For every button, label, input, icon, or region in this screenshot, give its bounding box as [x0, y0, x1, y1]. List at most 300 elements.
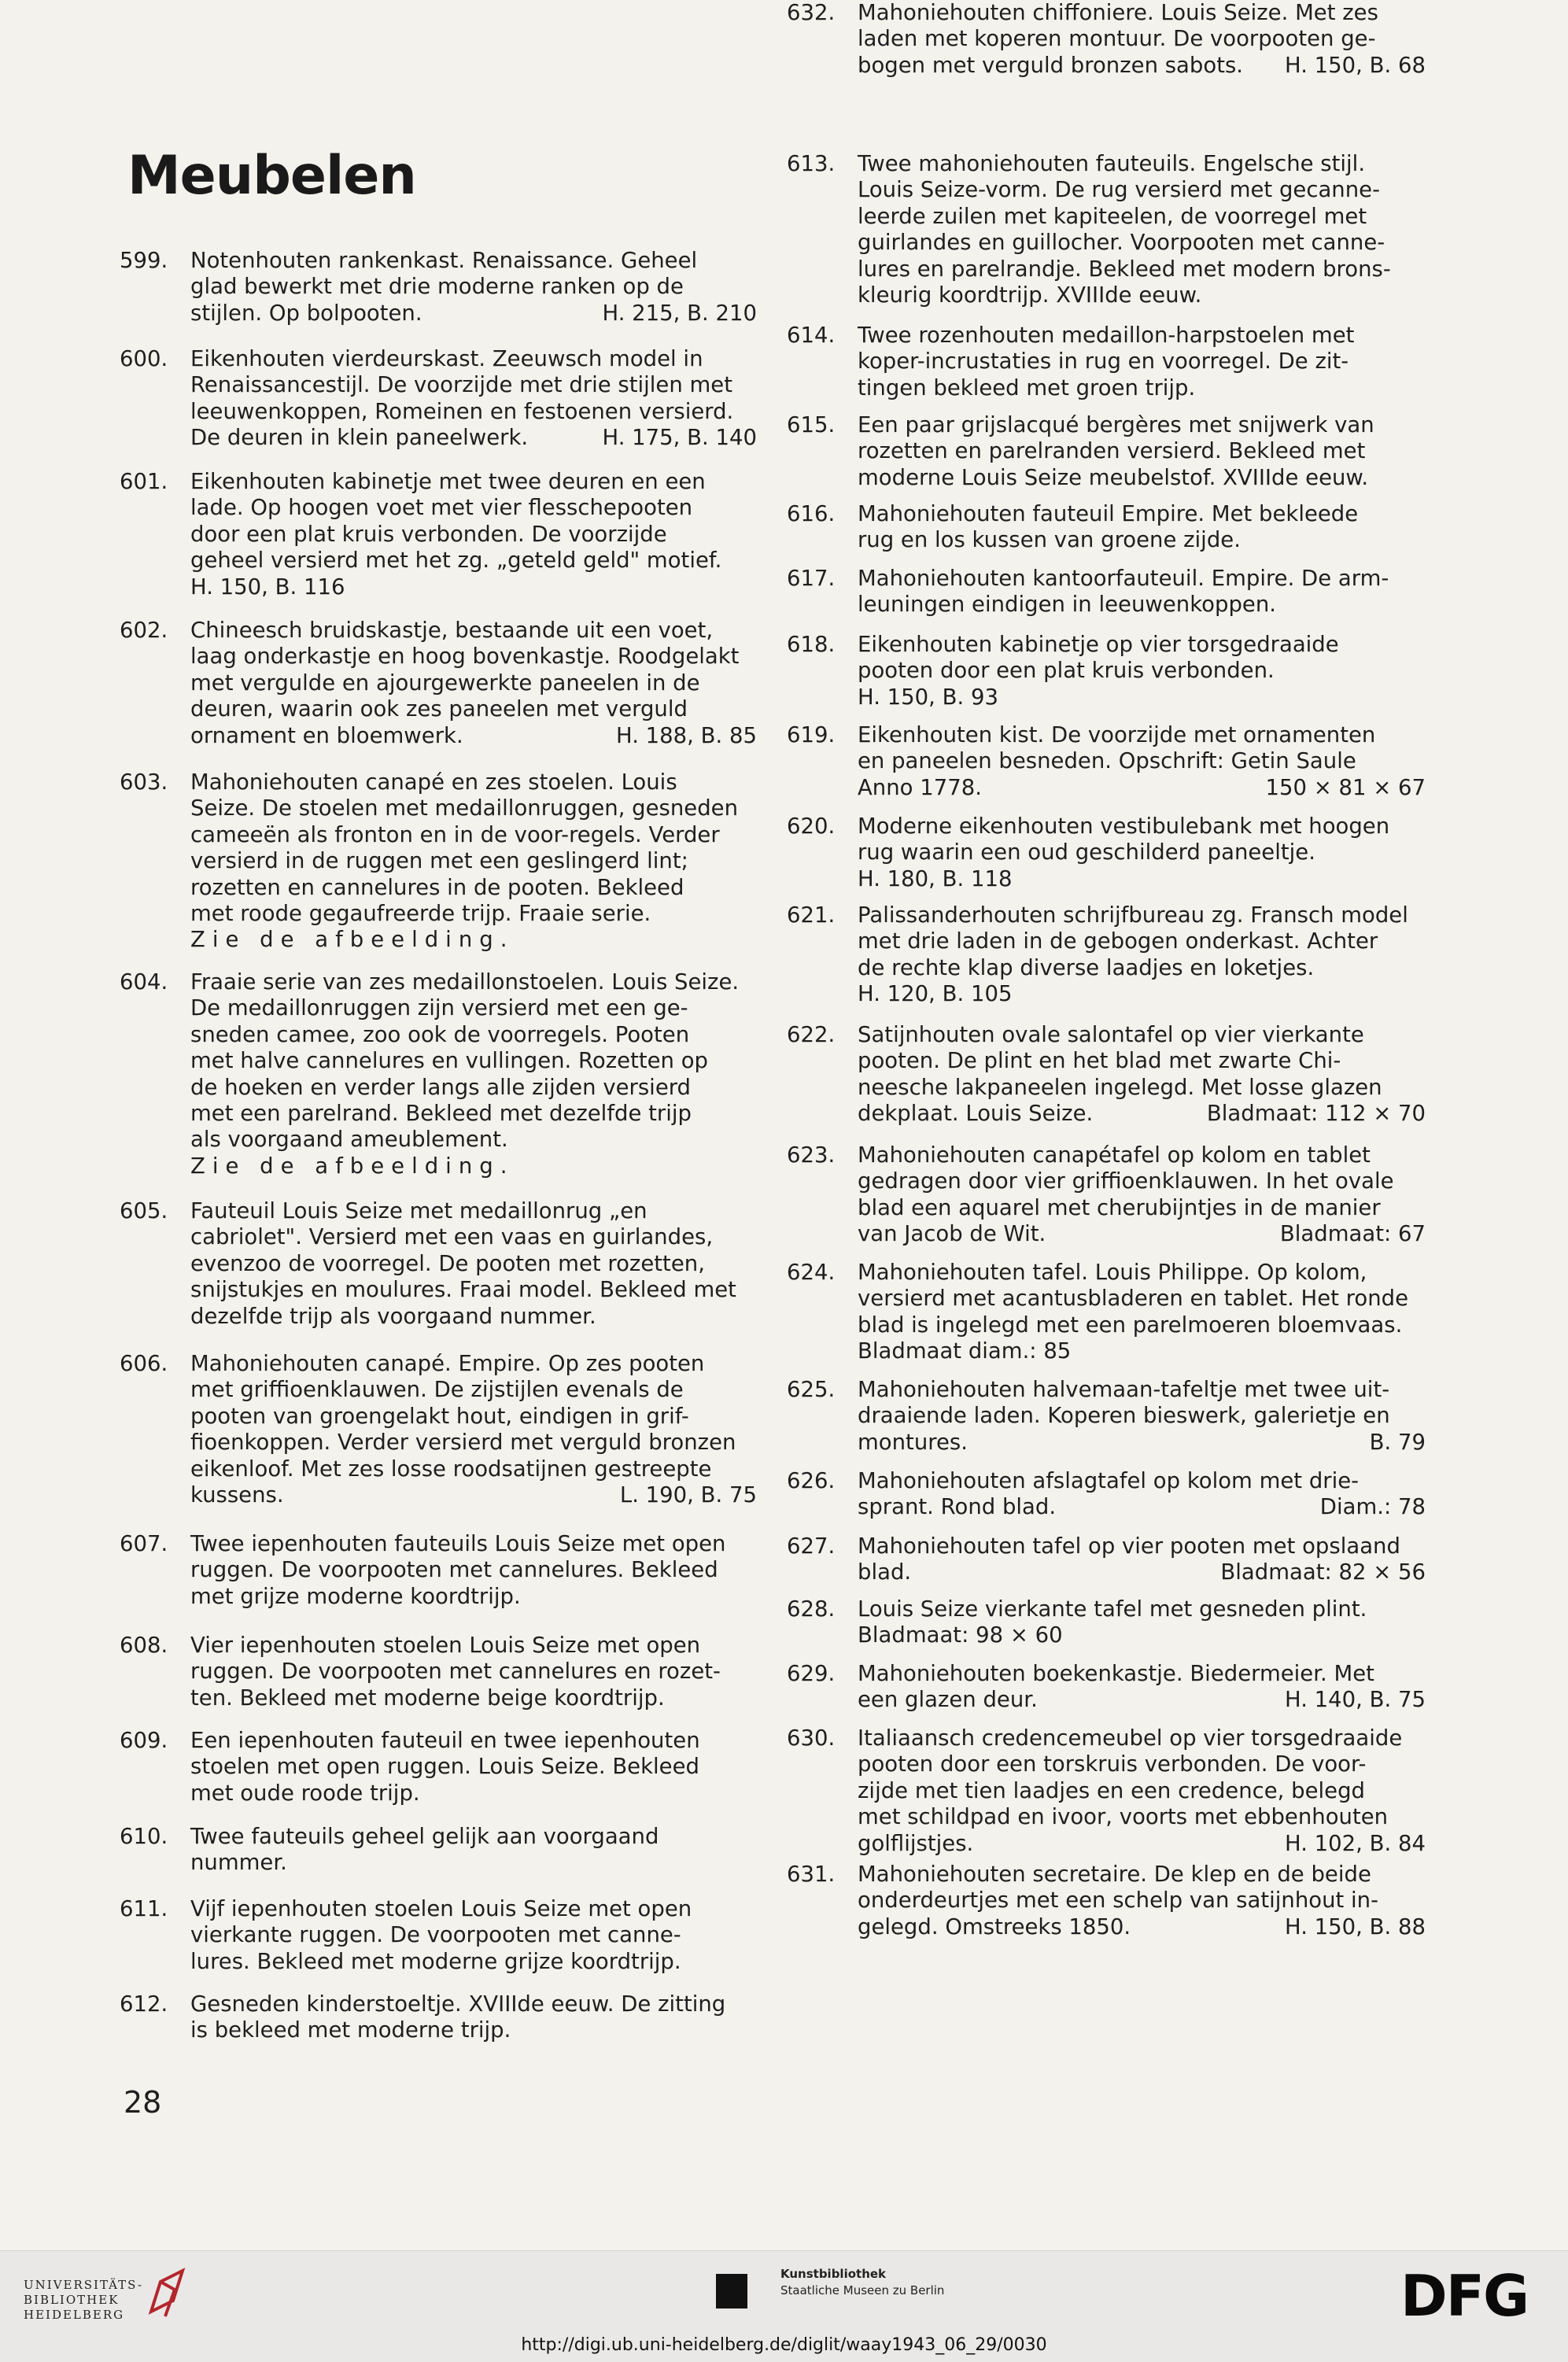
entry-line-text: rozetten en cannelures in de pooten. Bekleed: [190, 874, 684, 900]
entry-line: [858, 1778, 1426, 1804]
entry-line: [858, 1312, 1426, 1338]
entry-line: [858, 1168, 1426, 1194]
entry-measurement: H. 188, B. 85: [616, 722, 757, 748]
entry-description: [858, 1725, 1426, 1857]
entry-number: 618.: [787, 632, 836, 657]
entry-line-text: lures. Bekleed met moderne grijze koordtrijp.: [190, 1948, 681, 1974]
entry-line: [858, 1751, 1426, 1777]
entry-line: [190, 372, 757, 398]
entry-description: [190, 1531, 757, 1610]
catalogue-entry: [787, 1725, 1426, 1857]
catalogue-entry: [787, 323, 1426, 401]
entry-line-text: pooten door een plat kruis verbonden.: [858, 658, 1275, 684]
entry-line-text: montures.: [858, 1429, 968, 1455]
entry-line: [858, 204, 1426, 230]
catalogue-entry: [120, 248, 757, 327]
catalogue-entry: [787, 566, 1426, 618]
entry-line: [190, 696, 757, 722]
entry-line-text: laden met koperen montuur. De voorpooten ge-: [858, 26, 1376, 52]
catalogue-entry: [120, 1198, 757, 1330]
ub-logo-line: HEIDELBERG: [24, 2308, 125, 2322]
entry-line-text: stoelen met open ruggen. Louis Seize. Bekleed: [190, 1754, 699, 1780]
entry-line-text: Mahoniehouten fauteuil Empire. Met bekleede: [858, 501, 1359, 526]
entry-line-text: stijlen. Op bolpooten.: [190, 300, 422, 326]
entry-measurement: Bladmaat diam.: 85: [858, 1338, 1072, 1364]
catalogue-entry: [120, 1351, 757, 1508]
entry-line: [190, 1896, 757, 1922]
entry-line: [190, 1251, 757, 1277]
entry-number: 623.: [787, 1142, 836, 1168]
entry-measurement: L. 190, B. 75: [619, 1482, 757, 1508]
entry-line-text: gelegd. Omstreeks 1850.: [858, 1914, 1131, 1939]
entry-line: [858, 177, 1426, 203]
entry-line: [858, 527, 1426, 553]
catalogue-entry: [120, 1531, 757, 1610]
catalogue-entry: [120, 1728, 757, 1807]
entry-line: [190, 618, 757, 644]
entry-line: [190, 1127, 757, 1153]
entry-number: 632.: [787, 0, 836, 25]
entry-line-text: kussens.: [190, 1482, 284, 1508]
ub-logo-line: BIBLIOTHEK: [24, 2293, 120, 2307]
entry-number: 611.: [120, 1896, 168, 1921]
entry-line: [858, 0, 1426, 26]
entry-line-text: moderne Louis Seize meubelstof. XVIIIde eeuw.: [858, 464, 1369, 490]
page-title: Meubelen: [127, 145, 416, 207]
entry-number: 612.: [120, 1991, 168, 2017]
entry-line: [858, 592, 1426, 618]
entry-line-text: rug en los kussen van groene zijde.: [858, 527, 1241, 553]
entry-line-text: gedragen door vier griffioenklauwen. In het ovale: [858, 1168, 1394, 1194]
catalogue-entry: [787, 1377, 1426, 1456]
catalogue-entry: [120, 1633, 757, 1711]
entry-line-text: koper-incrustaties in rug en voorregel. De zit-: [858, 349, 1349, 375]
entry-line: [190, 1430, 757, 1456]
entry-description: [190, 1896, 757, 1975]
entry-line-text: Mahoniehouten canapé. Empire. Op zes pooten: [190, 1351, 705, 1376]
entry-line: [190, 1304, 757, 1330]
catalogue-entry: [787, 902, 1426, 1008]
entry-number: 608.: [120, 1633, 168, 1658]
entry-line: [858, 1048, 1426, 1074]
entry-line: [190, 795, 757, 821]
dfg-logo[interactable]: DFG: [1400, 2263, 1529, 2329]
entry-line-text: van Jacob de Wit.: [858, 1221, 1046, 1247]
entry-line: [190, 1754, 757, 1780]
entry-number: 610.: [120, 1824, 168, 1849]
entry-line-text: rug waarin een oud geschilderd paneeltje.: [858, 840, 1315, 865]
entry-line-text: ornament en bloemwerk.: [190, 722, 463, 748]
entry-line-text: Italiaansch credencemeubel op vier torsgedraaide: [858, 1725, 1403, 1751]
entry-line-text: geheel versierd met het zg. „geteld geld" motief.: [190, 548, 722, 574]
entry-line: [858, 1142, 1426, 1168]
entry-line-text: een glazen deur.: [858, 1687, 1038, 1713]
entry-line: [190, 425, 757, 451]
entry-line-text: De medaillonruggen zijn versierd met een ge-: [190, 995, 688, 1021]
entry-description: [858, 0, 1426, 79]
entry-number: 620.: [787, 814, 836, 839]
entry-line-text: zijde met tien laadjes en een credence, belegd: [858, 1777, 1366, 1803]
entry-line: [858, 501, 1426, 527]
entry-line: [190, 1351, 757, 1377]
entry-line-text: versierd met acantusbladeren en tablet. Het ronde: [858, 1286, 1409, 1312]
entry-line-text: blad is ingelegd met een parelmoeren bloemvaas.: [858, 1312, 1403, 1338]
entry-line: [858, 1804, 1426, 1830]
entry-description: [858, 1533, 1426, 1586]
entry-number: 613.: [787, 151, 836, 176]
entry-description: [858, 1142, 1426, 1248]
catalogue-entry: [787, 1468, 1426, 1521]
permalink-url[interactable]: http://digi.ub.uni-heidelberg.de/diglit/waay1943_06_29/0030: [521, 2335, 1047, 2355]
entry-number: 630.: [787, 1725, 836, 1751]
kb-title: Kunstbibliothek: [780, 2267, 887, 2281]
entry-line-text: leuningen eindigen in leeuwenkoppen.: [858, 592, 1276, 618]
entry-line: [858, 1260, 1426, 1286]
catalogue-entry: [787, 722, 1426, 801]
catalogue-entry: [787, 1533, 1426, 1586]
entry-description: [858, 814, 1426, 892]
entry-line-text: sprant. Rond blad.: [858, 1494, 1057, 1520]
catalogue-entry: [120, 346, 757, 452]
entry-line: [858, 1221, 1426, 1247]
entry-description: [190, 469, 757, 600]
entry-line: [190, 822, 757, 848]
entry-line: [858, 1914, 1426, 1940]
entry-line: [858, 412, 1426, 438]
entry-line-text: Eikenhouten vierdeurskast. Zeeuwsch model in: [190, 346, 703, 371]
entry-line: [858, 349, 1426, 375]
entry-line: [190, 1377, 757, 1403]
entry-line: [190, 1557, 757, 1583]
entry-number: 605.: [120, 1198, 168, 1223]
entry-line: [858, 840, 1426, 865]
entry-measurement: H. 150, B. 93: [858, 684, 998, 710]
entry-line-text: is bekleed met moderne trijp.: [190, 2017, 511, 2043]
entry-line-text: met grijze moderne koordtrijp.: [190, 1583, 521, 1609]
catalogue-entry: [120, 769, 757, 954]
catalogue-entry: [787, 1260, 1426, 1365]
entry-description: [858, 722, 1426, 801]
entry-line-text: Mahoniehouten halvemaan-tafeltje met twee uit-: [858, 1377, 1390, 1402]
entry-description: [858, 501, 1426, 554]
entry-line-text: door een plat kruis verbonden. De voorzijde: [190, 521, 667, 547]
entry-line: [858, 26, 1426, 52]
entry-line-text: pooten door een torskruis verbonden. De voor-: [858, 1751, 1367, 1777]
entry-line-text: ten. Bekleed met moderne beige koordtrijp.: [190, 1685, 665, 1711]
entry-measurement: Bladmaat: 82 × 56: [1220, 1559, 1426, 1585]
entry-line: [190, 670, 757, 696]
catalogue-entry: [787, 1862, 1426, 1940]
entry-line: [190, 1456, 757, 1482]
entry-line-text: vierkante ruggen. De voorpooten met canne-: [190, 1922, 681, 1948]
see-illustration-note: Zie de afbeelding.: [190, 927, 515, 953]
entry-line-text: Eikenhouten kist. De voorzijde met ornamenten: [858, 722, 1376, 747]
entry-line: [190, 1633, 757, 1659]
entry-line-text: blad.: [858, 1559, 912, 1585]
entry-line-text: met oude roode trijp.: [190, 1780, 420, 1806]
entry-line: [190, 495, 757, 521]
ub-logo-line: UNIVERSITÄTS-: [24, 2278, 144, 2292]
entry-measurement: H. 150, B. 68: [1285, 52, 1426, 78]
entry-line: [858, 902, 1426, 928]
entry-line-text: lade. Op hoogen voet met vier flesschepooten: [190, 495, 693, 521]
entry-line-text: Een paar grijslacqué bergères met snijwerk van: [858, 412, 1374, 437]
entry-line: [190, 1824, 757, 1850]
entry-line-text: leeuwenkoppen, Romeinen en festoenen versierd.: [190, 398, 734, 424]
entry-line: [190, 274, 757, 300]
entry-number: 615.: [787, 412, 836, 437]
entry-line-text: blad een aquarel met cherubijntjes in de manier: [858, 1194, 1381, 1220]
entry-description: [190, 346, 757, 452]
entry-line-text: draaiende laden. Koperen bieswerk, galerietje en: [858, 1403, 1390, 1429]
catalogue-entry: [787, 412, 1426, 491]
entry-number: 601.: [120, 469, 168, 494]
entry-line-text: Mahoniehouten canapé en zes stoelen. Louis: [190, 769, 677, 795]
entry-description: [858, 632, 1426, 710]
entry-line: [858, 1430, 1426, 1456]
entry-line: [190, 1659, 757, 1685]
entry-measurement: H. 120, B. 105: [858, 981, 1013, 1007]
entry-line: [190, 1075, 757, 1101]
entry-line: [190, 1991, 757, 2017]
entry-line-text: cameeën als fronton en in de voor-regels. Verder: [190, 821, 720, 847]
entry-line: [858, 748, 1426, 774]
entry-line-text: Anno 1778.: [858, 774, 982, 800]
catalogue-entry: [787, 1661, 1426, 1714]
entry-line-text: Eikenhouten kabinetje met twee deuren en een: [190, 469, 706, 494]
entry-number: 631.: [787, 1862, 836, 1887]
entry-line-text: onderdeurtjes met een schelp van satijnhout in-: [858, 1888, 1379, 1914]
entry-line: [858, 955, 1426, 981]
entry-measurement: B. 79: [1369, 1429, 1426, 1455]
entry-line: [190, 901, 757, 927]
entry-line: [190, 346, 757, 372]
entry-line-text: pooten van groengelakt hout, eindigen in grif-: [190, 1403, 689, 1429]
entry-line: [858, 1831, 1426, 1857]
entry-line-text: de rechte klap diverse laadjes en loketjes.: [858, 954, 1315, 980]
entry-line-text: Seize. De stoelen met medaillonruggen, gesneden: [190, 795, 739, 821]
catalogue-entry: [120, 1824, 757, 1877]
entry-description: [858, 1661, 1426, 1714]
entry-line: [858, 282, 1426, 308]
catalogue-entry: [120, 1896, 757, 1975]
entry-line-text: met halve cannelures en vullingen. Rozetten op: [190, 1048, 709, 1074]
page-number: 28: [124, 2085, 162, 2120]
entry-line: [858, 1494, 1426, 1520]
entry-number: 625.: [787, 1377, 836, 1402]
entry-line-text: Twee rozenhouten medaillon-harpstoelen met: [858, 323, 1355, 348]
entry-line-text: Twee fauteuils geheel gelijk aan voorgaand: [190, 1824, 659, 1849]
entry-line: [190, 1781, 757, 1807]
entry-number: 616.: [787, 501, 836, 526]
entry-line-text: met een parelrand. Bekleed met dezelfde trijp: [190, 1101, 692, 1127]
entry-line: [858, 775, 1426, 801]
entry-line-text: kleurig koordtrijp. XVIIIde eeuw.: [858, 282, 1202, 308]
entry-line: [190, 1685, 757, 1711]
entry-line-text: Palissanderhouten schrijfbureau zg. Fransch model: [858, 902, 1408, 928]
entry-line: [858, 256, 1426, 282]
entry-line-text: Chineesch bruidskastje, bestaande uit een voet,: [190, 618, 714, 643]
entry-description: [190, 1991, 757, 2044]
entry-line: [190, 1949, 757, 1975]
entry-description: [190, 1728, 757, 1807]
entry-description: [190, 769, 757, 954]
entry-line: [190, 723, 757, 749]
entry-line-text: Eikenhouten kabinetje op vier torsgedraaide: [858, 632, 1339, 657]
entry-line: [190, 969, 757, 995]
entry-line-text: pooten. De plint en het blad met zwarte Chi-: [858, 1048, 1341, 1074]
entry-line: [190, 1022, 757, 1048]
entry-line-text: cabriolet". Versierd met een vaas en guirlandes,: [190, 1224, 714, 1250]
entry-line-text: snijstukjes en moulures. Fraai model. Bekleed met: [190, 1277, 736, 1303]
catalogue-entry: [120, 969, 757, 1179]
entry-number: 606.: [120, 1351, 168, 1376]
entry-line-text: Fraaie serie van zes medaillonstoelen. Louis Seize.: [190, 969, 740, 995]
entry-line: [190, 875, 757, 901]
entry-line: [858, 1888, 1426, 1914]
entry-number: 617.: [787, 566, 836, 591]
catalogue-entry: [787, 0, 1426, 79]
entry-line: [190, 1922, 757, 1948]
kunstbibliothek-label[interactable]: [780, 2266, 944, 2299]
entry-description: [190, 1633, 757, 1711]
catalogue-entry: [120, 618, 757, 749]
entry-line: [858, 1377, 1426, 1403]
entry-line: [858, 151, 1426, 177]
entry-line-text: Mahoniehouten secretaire. De klep en de beide: [858, 1862, 1371, 1887]
entry-line-text: Mahoniehouten canapétafel op kolom en tablet: [858, 1142, 1371, 1168]
entry-line: [190, 248, 757, 274]
entry-line-text: met griffioenklauwen. De zijstijlen evenals de: [190, 1377, 684, 1403]
entry-measurement: Bladmaat: 67: [1279, 1221, 1426, 1247]
entry-line-text: deuren, waarin ook zes paneelen met verguld: [190, 696, 688, 722]
entry-line-text: Mahoniehouten afslagtafel op kolom met drie-: [858, 1468, 1360, 1493]
entry-line-text: Vier iepenhouten stoelen Louis Seize met open: [190, 1633, 701, 1658]
entry-line: [858, 1596, 1426, 1622]
entry-line: [190, 1404, 757, 1430]
entry-line: [858, 1468, 1426, 1494]
entry-number: 629.: [787, 1661, 836, 1686]
entry-line-text: Mahoniehouten boekenkastje. Biedermeier. Met: [858, 1661, 1374, 1686]
entry-line-text: Notenhouten rankenkast. Renaissance. Geheel: [190, 248, 698, 273]
entry-measurement: Diam.: 78: [1319, 1494, 1426, 1520]
entry-line: [858, 928, 1426, 954]
entry-line: [858, 1075, 1426, 1101]
entry-number: 619.: [787, 722, 836, 747]
entry-line-text: ruggen. De voorpooten met cannelures en rozet-: [190, 1659, 721, 1685]
entry-measurement: H. 215, B. 210: [602, 300, 757, 326]
entry-line: [190, 1728, 757, 1754]
entry-line: [858, 1022, 1426, 1048]
entry-line-text: golflijstjes.: [858, 1830, 974, 1856]
entry-number: 609.: [120, 1728, 168, 1753]
entry-line-text: guirlandes en guillocher. Voorpooten met canne-: [858, 230, 1385, 256]
entry-line: [858, 1661, 1426, 1687]
catalogue-entry: [787, 1022, 1426, 1127]
entry-line: [858, 1403, 1426, 1429]
entry-line: [190, 399, 757, 425]
entry-line-text: met vergulde en ajourgewerkte paneelen in de: [190, 670, 700, 696]
entry-line-text: versierd in de ruggen met een geslingerd lint;: [190, 848, 688, 874]
entry-line: [190, 769, 757, 795]
entry-description: [858, 1596, 1426, 1649]
ub-heidelberg-logo[interactable]: [24, 2278, 143, 2323]
entry-line-text: evenzoo de voorregel. De pooten met rozetten,: [190, 1250, 705, 1276]
entry-line: [190, 1198, 757, 1224]
entry-number: 600.: [120, 346, 168, 371]
entry-measurement: H. 140, B. 75: [1285, 1687, 1426, 1713]
entry-number: 603.: [120, 769, 168, 795]
entry-description: [858, 323, 1426, 401]
entry-measurement: H. 150, B. 88: [1285, 1914, 1426, 1939]
entry-line-text: neesche lakpaneelen ingelegd. Met losse glazen: [858, 1074, 1382, 1100]
entry-line: [190, 2017, 757, 2043]
entry-line-text: Mahoniehouten chiffoniere. Louis Seize. Met zes: [858, 0, 1378, 25]
entry-line-text: nummer.: [190, 1850, 287, 1876]
entry-description: [858, 902, 1426, 1008]
catalogue-entry: [787, 151, 1426, 308]
entry-line: [858, 632, 1426, 658]
entry-line-text: de hoeken en verder langs alle zijden versierd: [190, 1074, 692, 1100]
entry-line: [858, 658, 1426, 684]
entry-line-text: leerde zuilen met kapiteelen, de voorregel met: [858, 203, 1367, 229]
entry-measurement: H. 175, B. 140: [602, 425, 757, 451]
entry-line: [190, 644, 757, 670]
entry-line: [858, 438, 1426, 464]
entry-line: [858, 465, 1426, 491]
entry-description: [858, 151, 1426, 308]
entry-description: [858, 1260, 1426, 1365]
entry-number: 604.: [120, 969, 168, 995]
entry-description: [858, 1377, 1426, 1456]
entry-description: [190, 618, 757, 749]
kb-subtitle: Staatliche Museen zu Berlin: [780, 2283, 945, 2297]
entry-line: [190, 548, 757, 574]
entry-line-text: Vijf iepenhouten stoelen Louis Seize met open: [190, 1896, 692, 1921]
entry-line-text: Fauteuil Louis Seize met medaillonrug „en: [190, 1198, 647, 1223]
entry-measurement: Bladmaat: 112 × 70: [1206, 1101, 1426, 1127]
entry-line: [858, 1559, 1426, 1585]
entry-number: 627.: [787, 1533, 836, 1559]
entry-line: [190, 1277, 757, 1303]
entry-line-text: Mahoniehouten tafel. Louis Philippe. Op kolom,: [858, 1260, 1367, 1285]
entry-measurement: H. 150, B. 116: [190, 574, 345, 600]
entry-line: [190, 1224, 757, 1250]
entry-line-text: Mahoniehouten tafel op vier pooten met opslaand: [858, 1533, 1400, 1559]
entry-number: 622.: [787, 1022, 836, 1047]
entry-line: [190, 995, 757, 1021]
entry-description: [858, 566, 1426, 618]
entry-line-text: rozetten en parelranden versierd. Bekleed met: [858, 438, 1366, 464]
catalogue-entry: [787, 632, 1426, 710]
entry-number: 602.: [120, 618, 168, 643]
entry-line-text: eikenloof. Met zes losse roodsatijnen gestreepte: [190, 1456, 712, 1482]
catalogue-entry: [120, 1991, 757, 2044]
entry-measurement: H. 180, B. 118: [858, 865, 1013, 891]
entry-line: [858, 1533, 1426, 1559]
entry-line: [858, 566, 1426, 592]
entry-line-text: Mahoniehouten kantoorfauteuil. Empire. De arm-: [858, 566, 1389, 591]
entry-line: [858, 722, 1426, 748]
entry-line: [858, 323, 1426, 349]
entry-line-text: als voorgaand ameublement.: [190, 1127, 508, 1153]
entry-description: [190, 1198, 757, 1330]
entry-number: 628.: [787, 1596, 836, 1622]
entry-line: [190, 848, 757, 874]
entry-description: [190, 1824, 757, 1877]
entry-line: [858, 1195, 1426, 1221]
entry-measurement: H. 102, B. 84: [1285, 1830, 1426, 1856]
